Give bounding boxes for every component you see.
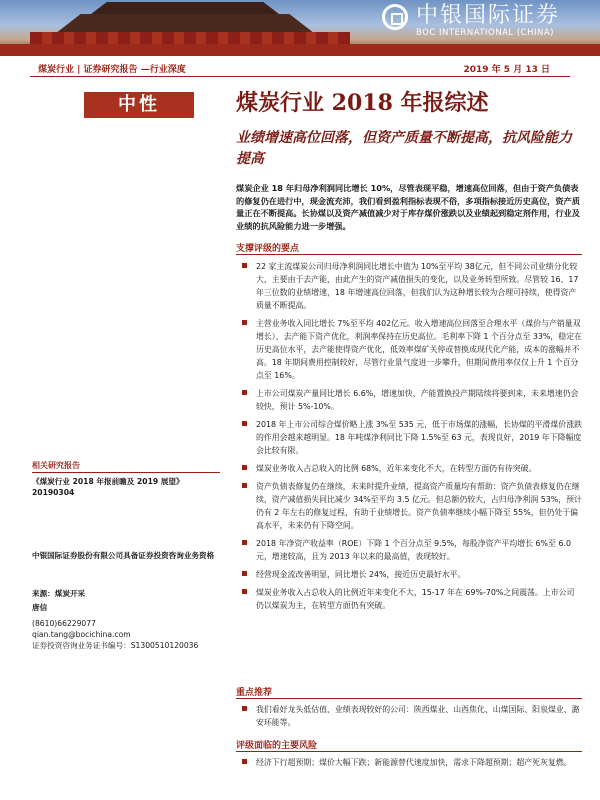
bullet-square-icon	[242, 589, 247, 594]
list-item: 2018 年上市公司综合煤价略上涨 3%至 535 元，低于市场煤的涨幅，长协煤的平滑煤价涨跌的作用会越来越明显。18 年吨煤净利同比下降 1.5%至 63 元，表现良好，2019 年下降幅度会比较有限。	[236, 418, 582, 457]
related-reports-divider	[32, 472, 220, 473]
focus-points-list	[236, 703, 582, 734]
analyst-email[interactable]: qian.tang@bocichina.com	[32, 630, 131, 639]
report-subtitle: 业绩增速高位回落，但资产质量不断提高，抗风险能力提高	[236, 130, 572, 167]
brand-name-cn: 中银国际证券	[416, 3, 561, 28]
list-item: 2018 年净资产收益率（ROE）下降 1 个百分点至 9.5%，每股净资产平均增长 6%至 6.0 元，增速较高，且为 2013 年以来的最高值，表现较好。	[236, 537, 582, 563]
list-item: 煤炭业务收入占总收入的比例近年来变化不大，15-17 年在 69%-70%之间震荡。上市公司仍以煤炭为主，在转型方面仍有突破。	[236, 586, 582, 612]
bullet-square-icon	[242, 320, 247, 325]
list-item: 上市公司煤炭产量同比增长 6.6%，增速加快，产能置换投产期陆续将要到来，未来增速仍会较快，预计 5%-10%。	[236, 387, 582, 413]
header-banner	[0, 0, 600, 56]
section-risk-divider	[236, 751, 582, 752]
palace-roof	[40, 14, 330, 32]
bullet-square-icon	[242, 465, 247, 470]
palace-roof-upper	[70, 2, 300, 16]
bullet-square-icon	[242, 571, 247, 576]
related-report-link[interactable]: 《煤炭行业 2018 年报前瞻及 2019 展望》20190304	[32, 477, 184, 497]
support-points-list	[236, 260, 582, 617]
related-reports-heading: 相关研究报告	[32, 461, 80, 470]
section-risk-heading: 评级面临的主要风险	[236, 741, 318, 751]
industry-source: 来源：煤炭开采	[32, 589, 86, 598]
section-focus-heading: 重点推荐	[236, 688, 273, 698]
analyst-phone: (8610)66229077	[32, 619, 96, 628]
bullet-square-icon	[242, 390, 247, 395]
risk-points-list	[236, 756, 582, 774]
list-item: 主营业务收入同比增长 7%至平均 402亿元。收入增速高位回落至合理水平（煤价与产销量双增长），去产能下资产优化，利润率保持在历史高位。毛利率下降 1 个百分点至 33%，稳定在历史高位水平，去产能使得资产优化，低效率煤矿关停或替换成现代化产能，成本的涨幅并不高。18 年期间费用控制较好，尽管行业景气度进一步攀升，但期间费用率仅仅上升 1 个百分点至 16%。	[236, 317, 582, 382]
bullet-square-icon	[242, 540, 247, 545]
list-item: 资产负债表修复仍在继续，未来时提升业绩，提高资产质量均有帮助：资产负债表修复仍在继续，资产减值损失同比减少 34%至平均 3.5 亿元。但总额仍较大，占归母净利润 53%，预计仍有 2 年左右的修复过程，有助于业绩增长。资产负债率继续小幅下降至 55%，但仍处于偏高水平，未来仍有下降空间。	[236, 480, 582, 532]
list-item: 经营现金流改善明显，同比增长 24%，接近历史最好水平。	[236, 568, 582, 581]
bullet-square-icon	[242, 483, 247, 488]
report-category: 煤炭行业 | 证券研究报告 —行业深度	[38, 65, 186, 75]
list-item: 22 家主流煤炭公司归母净利润同比增长中值为 10%至平均 38亿元，但不同公司业绩分化较大，主要由于去产能，由此产生的资产减值损失的变化，以及业务转型所致。尽管较 16、17 年三位数的业绩增速，18 年增速高位回落，但我们认为这种增长较为合理可持续，使得资产质量不断提高。	[236, 260, 582, 312]
section-focus-divider	[236, 698, 582, 699]
bullet-square-icon	[242, 759, 247, 764]
report-summary: 煤炭企业 18 年归母净利润同比增长 10%，尽管表现平稳，增速高位回落，但由于资产负债表的修复仍在进行中，现金流充沛，我们看到盈利指标表现不俗，多项指标接近历史高位，资产质量正在不断提高。长协煤以及资产减值减少对于库存煤价涨跌以及业绩起到稳定剂作用，行业及业绩的抗风险能力进一步增强。	[236, 183, 580, 231]
bullet-square-icon	[242, 421, 247, 426]
section-support-divider	[236, 254, 582, 255]
report-date: 2019 年 5 月 13 日	[463, 65, 550, 75]
bullet-square-icon	[242, 706, 247, 711]
report-title: 煤炭行业 2018 年报综述	[236, 90, 489, 116]
list-item: 煤炭业务收入占总收入的比例 68%，近年来变化不大，在转型方面仍有待突破。	[236, 462, 582, 475]
list-item: 经济下行超预期；煤价大幅下跌；新能源替代速度加快，需求下降超预期；超产死灰复燃。	[236, 756, 582, 769]
rating-badge: 中性	[84, 92, 194, 118]
boc-logo-icon	[382, 4, 408, 30]
header-divider	[30, 76, 570, 77]
list-item: 我们看好龙头低估值、业绩表现较好的公司：陕西煤业、山西焦化、山煤国际、阳泉煤业、潞安环能等。	[236, 703, 582, 729]
bullet-square-icon	[242, 263, 247, 268]
brand-name-en: BOC INTERNATIONAL (CHINA)	[416, 28, 554, 38]
analyst-name: 唐信	[32, 603, 48, 612]
company-qualification: 中银国际证券股份有限公司具备证券投资咨询业务资格	[32, 551, 215, 560]
section-support-heading: 支撑评级的要点	[236, 244, 300, 254]
analyst-certificate: 证券投资咨询业务证书编号：S1300510120036	[32, 641, 199, 650]
brand-logo	[372, 0, 600, 56]
